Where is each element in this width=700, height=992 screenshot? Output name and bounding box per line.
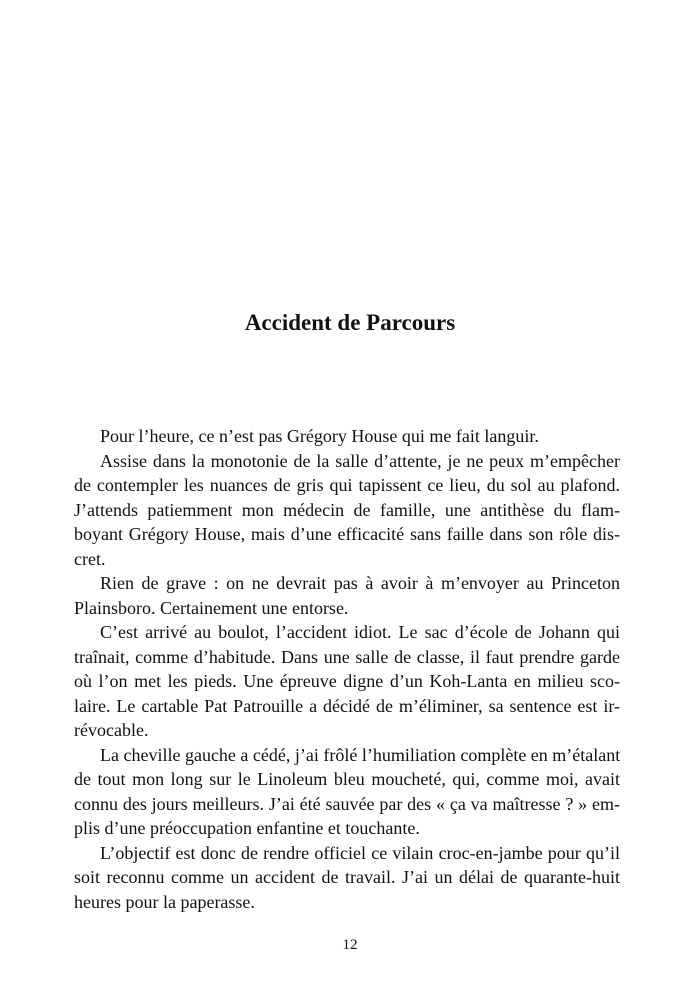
paragraph-6 — [74, 841, 620, 915]
text-line: traînait, comme d’habitude. Dans une salle de classe, il faut prendre garde — [74, 646, 620, 667]
text-line: soit reconnu comme un accident de travail. J’ai un délai de quarante-huit — [74, 867, 620, 887]
body-text — [74, 424, 620, 914]
text-line: heures pour la paperasse. — [74, 891, 255, 912]
paragraph-2 — [74, 449, 620, 572]
text-line: C’est arrivé au boulot, l’accident idiot. Le sac d’école de Johann qui — [100, 622, 620, 642]
text-line: Pour l’heure, ce n’est pas Grégory House qui me fait languir. — [100, 426, 539, 446]
text-line: où l’on met les pieds. Une épreuve digne d’un Koh-Lanta en milieu sco- — [74, 671, 620, 691]
text-line: Rien de grave : on ne devrait pas à avoir à m’envoyer au Princeton — [100, 573, 620, 593]
paragraph-5 — [74, 743, 620, 841]
text-line: de contempler les nuances de gris qui tapissent ce lieu, du sol au plafond. — [74, 475, 620, 495]
text-line: J’attends patiemment mon médecin de famille, une antithèse du flam- — [74, 499, 620, 520]
page-number: 12 — [342, 937, 358, 953]
text-line: L’objectif est donc de rendre officiel ce vilain croc-en-jambe pour qu’il — [100, 842, 620, 863]
text-line: de tout mon long sur le Linoleum bleu moucheté, qui, comme moi, avait — [74, 769, 620, 789]
paragraph-4 — [74, 620, 620, 743]
text-line: Assise dans la monotonie de la salle d’attente, je ne peux m’empêcher — [100, 450, 620, 471]
text-line: plis d’une préoccupation enfantine et touchante. — [74, 818, 420, 838]
text-line: cret. — [74, 548, 106, 569]
paragraph-1 — [74, 424, 620, 449]
text-line: laire. Le cartable Pat Patrouille a décidé de m’éliminer, sa sentence est ir- — [74, 695, 620, 716]
chapter-title: Accident de Parcours — [244, 310, 456, 335]
text-line: révocable. — [74, 720, 149, 740]
paragraph-3 — [74, 571, 620, 620]
text-line: La cheville gauche a cédé, j’ai frôlé l’humiliation complète en m’étalant — [100, 744, 621, 765]
text-line: connu des jours meilleurs. J’ai été sauvée par des « ça va maîtresse ? » em- — [74, 793, 620, 814]
text-line: boyant Grégory House, mais d’une efficacité sans faille dans son rôle dis- — [74, 524, 620, 544]
text-line: Plainsboro. Certainement une entorse. — [74, 597, 349, 618]
